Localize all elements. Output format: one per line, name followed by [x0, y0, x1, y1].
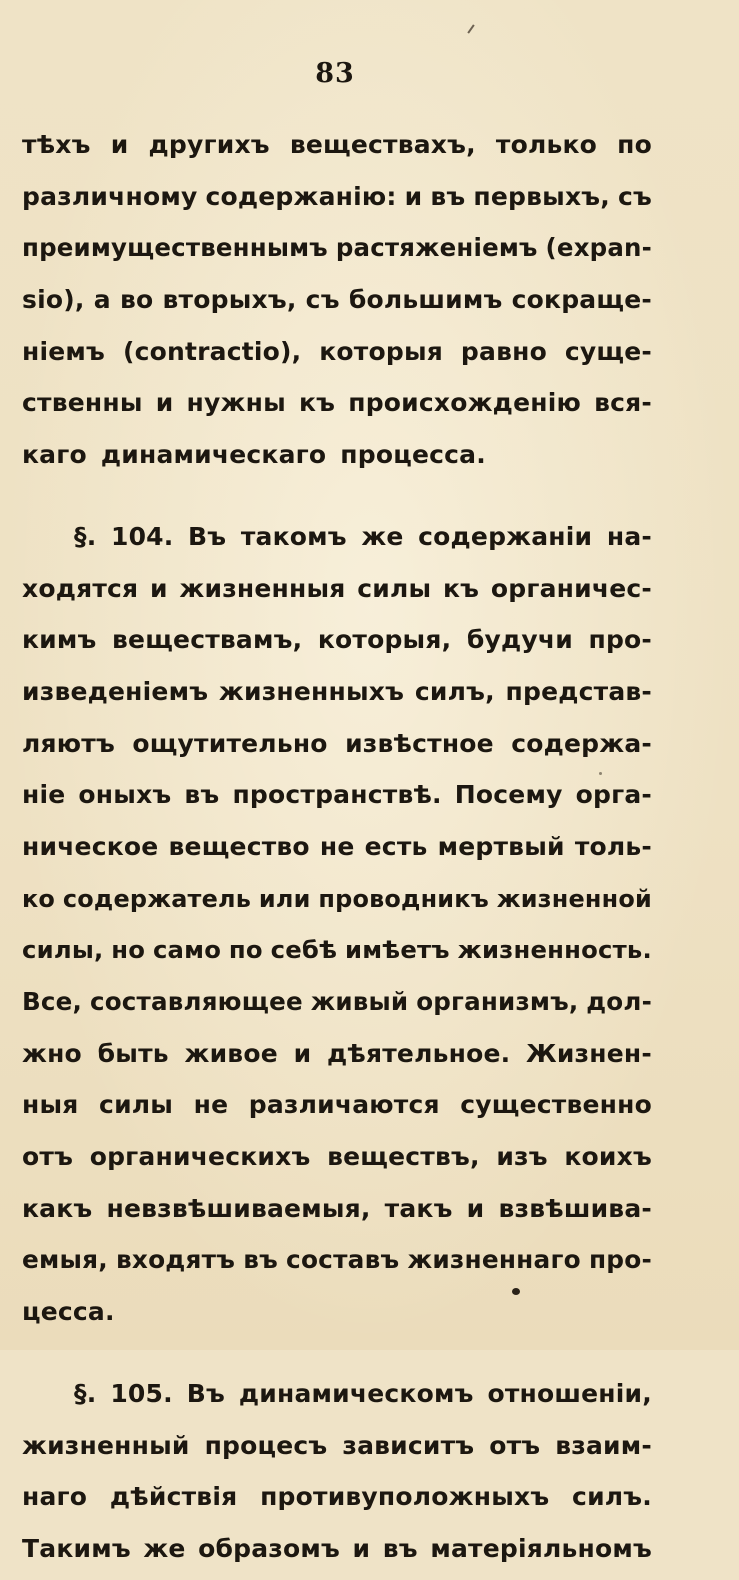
text-line: [22, 619, 652, 671]
word: органичес-: [490, 573, 652, 603]
word: органическихъ: [89, 1142, 311, 1172]
word: не: [193, 1090, 229, 1120]
page-number: 83: [315, 58, 355, 89]
text-line: [22, 382, 652, 434]
text-line: [22, 981, 652, 1033]
word: противуположныхъ: [260, 1482, 550, 1512]
text-line: [22, 723, 652, 775]
word: на-: [606, 521, 652, 551]
word: емыя,: [22, 1245, 108, 1275]
text-line: [22, 929, 652, 981]
word: быть: [97, 1038, 169, 1068]
word: 104.: [110, 521, 174, 551]
word: къ: [443, 573, 480, 603]
word: не: [319, 831, 355, 861]
text-line: [22, 1373, 652, 1425]
word: происхожденію: [348, 388, 581, 418]
word: есть: [364, 831, 428, 861]
word: по: [617, 130, 652, 159]
word: динамическаго: [100, 440, 327, 470]
word: такъ: [384, 1193, 453, 1223]
word: Такимъ: [22, 1533, 131, 1563]
word: коихъ: [564, 1142, 652, 1172]
word: жизненной: [496, 884, 652, 913]
word: каго: [22, 440, 87, 470]
word: процесъ: [204, 1430, 328, 1460]
word: веществахъ,: [289, 130, 476, 159]
word: различному: [22, 181, 198, 211]
word: и: [293, 1038, 312, 1068]
word: орга-: [575, 780, 652, 810]
text-line: [22, 331, 652, 383]
word: ственны: [22, 388, 143, 418]
word: толь-: [574, 831, 652, 861]
word: и: [404, 181, 423, 211]
word: силы,: [22, 935, 104, 965]
word: составъ: [286, 1245, 400, 1275]
word: себѣ: [270, 935, 338, 965]
text-line: [22, 227, 652, 279]
word: веществъ,: [327, 1142, 480, 1172]
word: растяженіемъ: [335, 233, 538, 263]
word: содержанію:: [205, 181, 397, 211]
word: и: [110, 130, 129, 159]
word: будучи: [466, 625, 573, 655]
word: 105.: [110, 1378, 173, 1408]
word: въ: [184, 780, 220, 810]
word: какъ: [22, 1193, 93, 1223]
word: изведеніемъ: [22, 676, 209, 706]
word: про-: [588, 1245, 652, 1275]
word: организмъ,: [416, 987, 579, 1016]
text-line: [22, 1188, 652, 1240]
paragraph-gap: [22, 1343, 652, 1373]
word: а: [93, 285, 111, 315]
paragraph: [22, 1373, 652, 1580]
text-line: [22, 671, 652, 723]
word: наго: [22, 1482, 88, 1512]
word: ніе: [22, 780, 66, 810]
ink-mark: [467, 24, 474, 33]
word: оныхъ: [78, 780, 172, 810]
word: нужны: [186, 388, 286, 418]
word: ныя: [22, 1090, 79, 1120]
word: вся-: [594, 388, 652, 418]
word: Въ: [186, 1378, 225, 1408]
word: и: [150, 573, 168, 603]
text-line: [22, 1528, 652, 1580]
word: веществамъ,: [112, 625, 303, 655]
word: сокраще-: [511, 285, 652, 315]
word: ніемъ: [22, 336, 106, 366]
word: силъ,: [414, 676, 495, 706]
text-line: [22, 516, 652, 568]
word: же: [143, 1533, 186, 1563]
word: §.: [74, 1378, 97, 1408]
word: жизненнаго: [407, 1245, 581, 1275]
word: ляютъ: [22, 728, 115, 758]
word: §.: [74, 521, 97, 551]
word: ническое: [22, 831, 159, 861]
word: или: [258, 884, 311, 913]
word: и: [352, 1533, 371, 1563]
text-line: [22, 279, 652, 331]
word: отъ: [489, 1430, 541, 1460]
word: проводникъ: [318, 884, 489, 913]
word: мертвый: [437, 831, 565, 861]
word: Все,: [22, 987, 83, 1016]
word: ощутительно: [132, 728, 328, 758]
word: ко: [22, 884, 56, 913]
word: Посему: [454, 780, 563, 810]
word: Въ: [188, 521, 227, 551]
word: первыхъ,: [473, 181, 610, 211]
word: дол-: [586, 987, 652, 1016]
word: равно: [460, 336, 547, 366]
paragraph: [22, 516, 652, 1343]
word: къ: [298, 388, 336, 418]
word: изъ: [496, 1142, 548, 1172]
text-line: [22, 1239, 652, 1291]
word: въ: [382, 1533, 418, 1563]
word: жизненный: [22, 1430, 190, 1460]
word: жно: [22, 1038, 82, 1068]
word: во: [119, 285, 154, 315]
word: кимъ: [22, 625, 97, 655]
word: динамическомъ: [238, 1378, 474, 1408]
word: (expan-: [545, 233, 652, 263]
word: процесса.: [340, 440, 486, 470]
word: взвѣшива-: [498, 1193, 652, 1223]
text-line: [22, 826, 652, 878]
word: такомъ: [240, 521, 347, 551]
text-line: [22, 434, 652, 486]
word: различаются: [248, 1090, 440, 1120]
word: Жизнен-: [526, 1038, 652, 1068]
text-line: [22, 1033, 652, 1085]
word: матеріяльномъ: [430, 1533, 652, 1563]
text-line: [22, 176, 652, 228]
word: живое: [184, 1038, 278, 1068]
text-line: [22, 878, 652, 930]
text-line: [22, 1136, 652, 1188]
word: существенно: [460, 1090, 652, 1120]
word: представ-: [505, 676, 652, 706]
word: живый: [310, 987, 409, 1016]
word: имѣетъ: [344, 935, 450, 965]
word: съ: [617, 181, 652, 211]
word: вещество: [168, 831, 310, 861]
word: по: [228, 935, 263, 965]
paragraph: [22, 124, 652, 486]
paragraph-gap: [22, 486, 652, 516]
word: но: [111, 935, 146, 965]
word: само: [152, 935, 222, 965]
word: и: [155, 388, 174, 418]
word: жизненныхъ: [218, 676, 405, 706]
word: зависитъ: [342, 1430, 475, 1460]
text-line: [22, 568, 652, 620]
word: другихъ: [148, 130, 270, 159]
word: вторыхъ,: [162, 285, 297, 315]
word: содержатель: [62, 884, 252, 913]
text-line: [22, 124, 652, 176]
word: ходятся: [22, 573, 139, 603]
word: въ: [430, 181, 466, 211]
word: дѣйствія: [109, 1482, 238, 1512]
word: съ: [305, 285, 340, 315]
word: силы: [99, 1090, 174, 1120]
word: тѣхъ: [22, 130, 91, 159]
word: же: [361, 521, 404, 551]
text-line: [22, 1476, 652, 1528]
word: силъ.: [572, 1482, 652, 1512]
word: которыя,: [317, 625, 452, 655]
word: отношеніи,: [487, 1378, 652, 1408]
word: невзвѣшиваемыя,: [106, 1193, 371, 1223]
word: отъ: [22, 1142, 74, 1172]
ink-speck: [599, 772, 602, 775]
word: пространствѣ.: [232, 780, 442, 810]
word: составляющее: [89, 987, 303, 1016]
word: извѣстное: [345, 728, 494, 758]
text-line: [22, 1291, 652, 1343]
word: только: [495, 130, 598, 159]
word: большимъ: [348, 285, 503, 315]
word: суще-: [564, 336, 652, 366]
body-text: [22, 124, 652, 1580]
word: про-: [588, 625, 652, 655]
word: жизненность.: [457, 935, 652, 965]
word: которыя: [319, 336, 444, 366]
text-line: [22, 774, 652, 826]
word: силы: [357, 573, 432, 603]
word: содержаніи: [418, 521, 593, 551]
word: входятъ: [115, 1245, 236, 1275]
word: въ: [243, 1245, 278, 1275]
word: содержа-: [511, 728, 652, 758]
word: дѣятельное.: [327, 1038, 511, 1068]
word: образомъ: [198, 1533, 341, 1563]
word: sio),: [22, 285, 85, 315]
word: жизненныя: [179, 573, 346, 603]
ink-speck: [512, 1288, 520, 1295]
word: цесса.: [22, 1297, 115, 1327]
text-line: [22, 1425, 652, 1477]
word: преимущественнымъ: [22, 233, 328, 263]
word: взаим-: [555, 1430, 652, 1460]
text-line: [22, 1084, 652, 1136]
word: и: [466, 1193, 485, 1223]
word: (contractio),: [122, 336, 302, 366]
